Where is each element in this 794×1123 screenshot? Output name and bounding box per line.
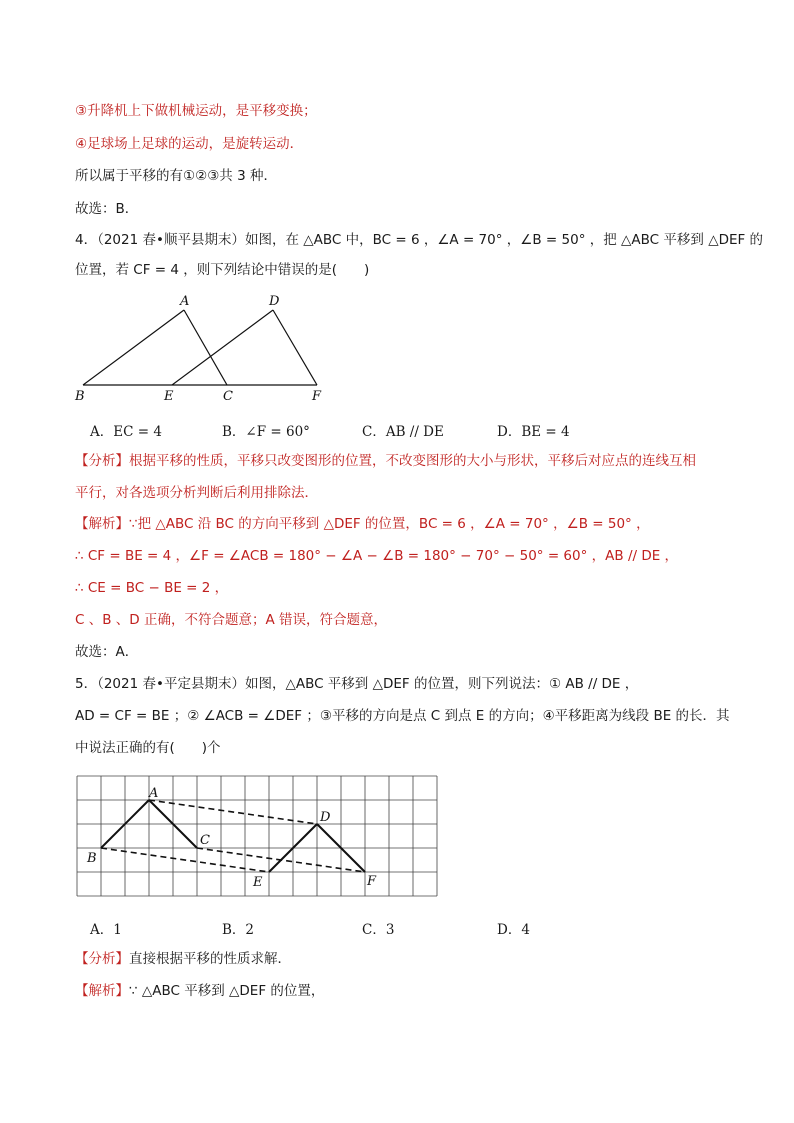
q5-label-a: A — [149, 786, 159, 801]
q4-label-c: C — [223, 389, 233, 404]
q5-option-d: D．4 — [497, 922, 530, 938]
q5-label-d: D — [320, 810, 331, 825]
q5-label-e: E — [253, 875, 263, 890]
q4-stem-line-1: 4．（2021 春•顺平县期末）如图，在 △ABC 中，BC = 6 ，∠A = 70° ，∠B = 50° ，把 △ABC 平移到 △DEF 的 — [75, 232, 764, 248]
q4-segment-df — [273, 310, 317, 385]
q5-solution-text-1: ∵ △ABC 平移到 △DEF 的位置， — [129, 983, 325, 999]
q4-solution-line-1 — [75, 514, 650, 534]
q5-label-c: C — [200, 833, 210, 848]
q4-analysis-tag: 【分析】 — [75, 453, 129, 469]
q4-label-f: F — [312, 389, 322, 404]
q5-stem-line-2: AD = CF = BE ；② ∠ACB = ∠DEF ；③平移的方向是点 C 到点 E 的方向；④平移距离为线段 BE 的长．其 — [75, 708, 730, 724]
q4-answer: 故选：A． — [75, 644, 139, 660]
q5-solution-line-1 — [75, 981, 324, 1001]
q4-analysis-line-1 — [75, 451, 696, 471]
q4-option-a: A．EC = 4 — [90, 424, 162, 440]
q4-option-c: C．AB // DE — [362, 424, 444, 440]
q4-label-a: A — [180, 294, 190, 309]
q5-option-a: A．1 — [90, 922, 122, 938]
q5-analysis-tag: 【分析】 — [75, 951, 129, 967]
prev-line-4: ④足球场上足球的运动，是旋转运动． — [75, 136, 304, 152]
q4-option-b: B．∠F = 60° — [222, 424, 310, 440]
q5-stem-line-1: 5．（2021 春•平定县期末）如图，△ABC 平移到 △DEF 的位置，则下列说法：① AB // DE ， — [75, 676, 639, 692]
q5-grid-figure — [70, 770, 445, 900]
q4-label-b: B — [75, 389, 85, 404]
prev-answer: 故选：B． — [75, 201, 139, 217]
q4-option-d: D．BE = 4 — [497, 424, 570, 440]
q5-analysis-text-1: 直接根据平移的性质求解． — [129, 951, 291, 967]
q5-label-f: F — [367, 874, 377, 889]
q4-label-e: E — [164, 389, 174, 404]
prev-summary-text: 所以属于平移的有①②③共 3 种． — [75, 168, 277, 184]
q4-solution-line-2: ∴ CF = BE = 4 ，∠F = ∠ACB = 180° − ∠A − ∠B = 180° − 70° − 50° = 60° ，AB // DE ， — [75, 548, 679, 564]
prev-line-3: ③升降机上下做机械运动，是平移变换； — [75, 103, 317, 119]
q5-dashed-be — [101, 848, 269, 872]
q4-stem-line-2: 位置，若 CF = 4 ，则下列结论中错误的是( ) — [75, 262, 370, 278]
q4-solution-line-3: ∴ CE = BC − BE = 2 ， — [75, 580, 229, 596]
q4-segment-ac — [184, 310, 227, 385]
q5-label-b: B — [87, 851, 97, 866]
q4-segment-de — [172, 310, 273, 385]
q4-figure — [70, 292, 340, 404]
q5-dashed-cf — [197, 848, 365, 872]
q4-segment-ab — [83, 310, 184, 385]
q5-stem-line-3: 中说法正确的有( )个 — [75, 740, 221, 756]
q4-analysis-text-1: 根据平移的性质，平移只改变图形的位置，不改变图形的大小与形状，平移后对应点的连线互相 — [129, 453, 696, 469]
q5-dashed-ad — [149, 800, 317, 824]
q5-option-c: C．3 — [362, 922, 395, 938]
q4-solution-tag: 【解析】 — [75, 516, 129, 532]
q4-analysis-line-2: 平行，对各选项分析判断后利用排除法． — [75, 485, 318, 501]
q4-solution-line-4: C 、B 、D 正确，不符合题意；A 错误，符合题意， — [75, 612, 387, 628]
q5-option-b: B．2 — [222, 922, 255, 938]
prev-summary — [75, 166, 277, 186]
q4-label-d: D — [269, 294, 280, 309]
q4-solution-text-1: ∵把 △ABC 沿 BC 的方向平移到 △DEF 的位置，BC = 6 ，∠A = 70° ，∠B = 50° ， — [129, 516, 650, 532]
q5-analysis-line-1 — [75, 949, 291, 969]
q5-solution-tag: 【解析】 — [75, 983, 129, 999]
